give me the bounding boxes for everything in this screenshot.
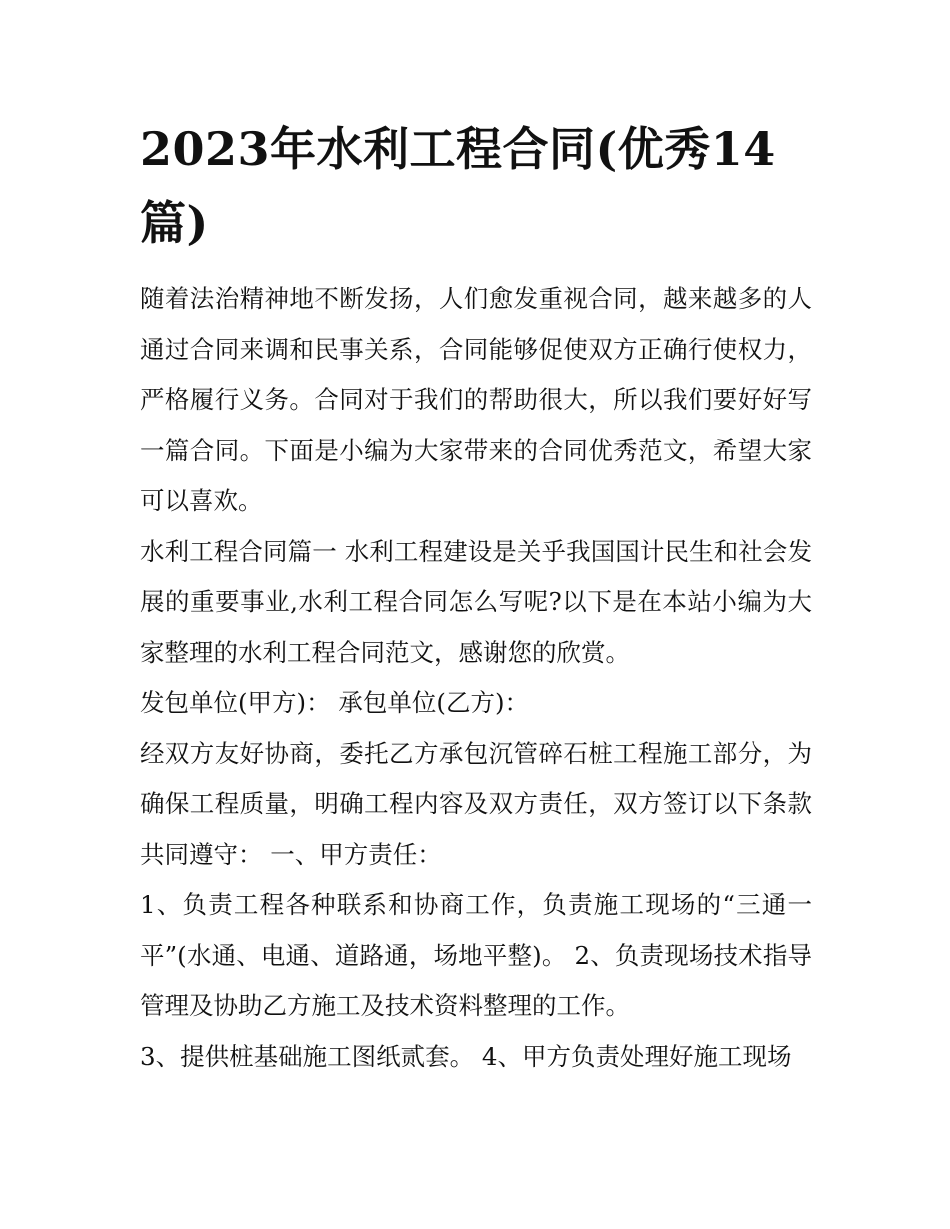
paragraph-clause-1-2: 1、负责工程各种联系和协商工作，负责施工现场的“三通一平”(水通、电通、道路通，场地平整)。 2、负责现场技术指导管理及协助乙方施工及技术资料整理的工作。 <box>140 890 812 1020</box>
paragraph-agreement: 经双方友好协商，委托乙方承包沉管碎石桩工程施工部分，为确保工程质量，明确工程内容及双方责任，双方签订以下条款共同遵守： 一、甲方责任： <box>140 738 812 869</box>
paragraph-clause-3-4: 3、提供桩基础施工图纸贰套。 4、甲方负责处理好施工现场 <box>140 1041 792 1071</box>
document-body <box>140 274 812 1082</box>
paragraph-intro: 随着法治精神地不断发扬，人们愈发重视合同，越来越多的人通过合同来调和民事关系，合同能够促使双方正确行使权力，严格履行义务。合同对于我们的帮助很大，所以我们要好好写一篇合同。下面是小编为大家带来的合同优秀范文，希望大家可以喜欢。 <box>140 284 812 515</box>
paragraph-section-one: 水利工程合同篇一 水利工程建设是关乎我国国计民生和社会发展的重要事业,水利工程合同怎么写呢?以下是在本站小编为大家整理的水利工程合同范文，感谢您的欣赏。 <box>140 536 812 667</box>
paragraph-parties: 发包单位(甲方)： 承包单位(乙方)： <box>140 688 530 717</box>
document-title: 2023年水利工程合同(优秀14篇) <box>140 122 776 250</box>
